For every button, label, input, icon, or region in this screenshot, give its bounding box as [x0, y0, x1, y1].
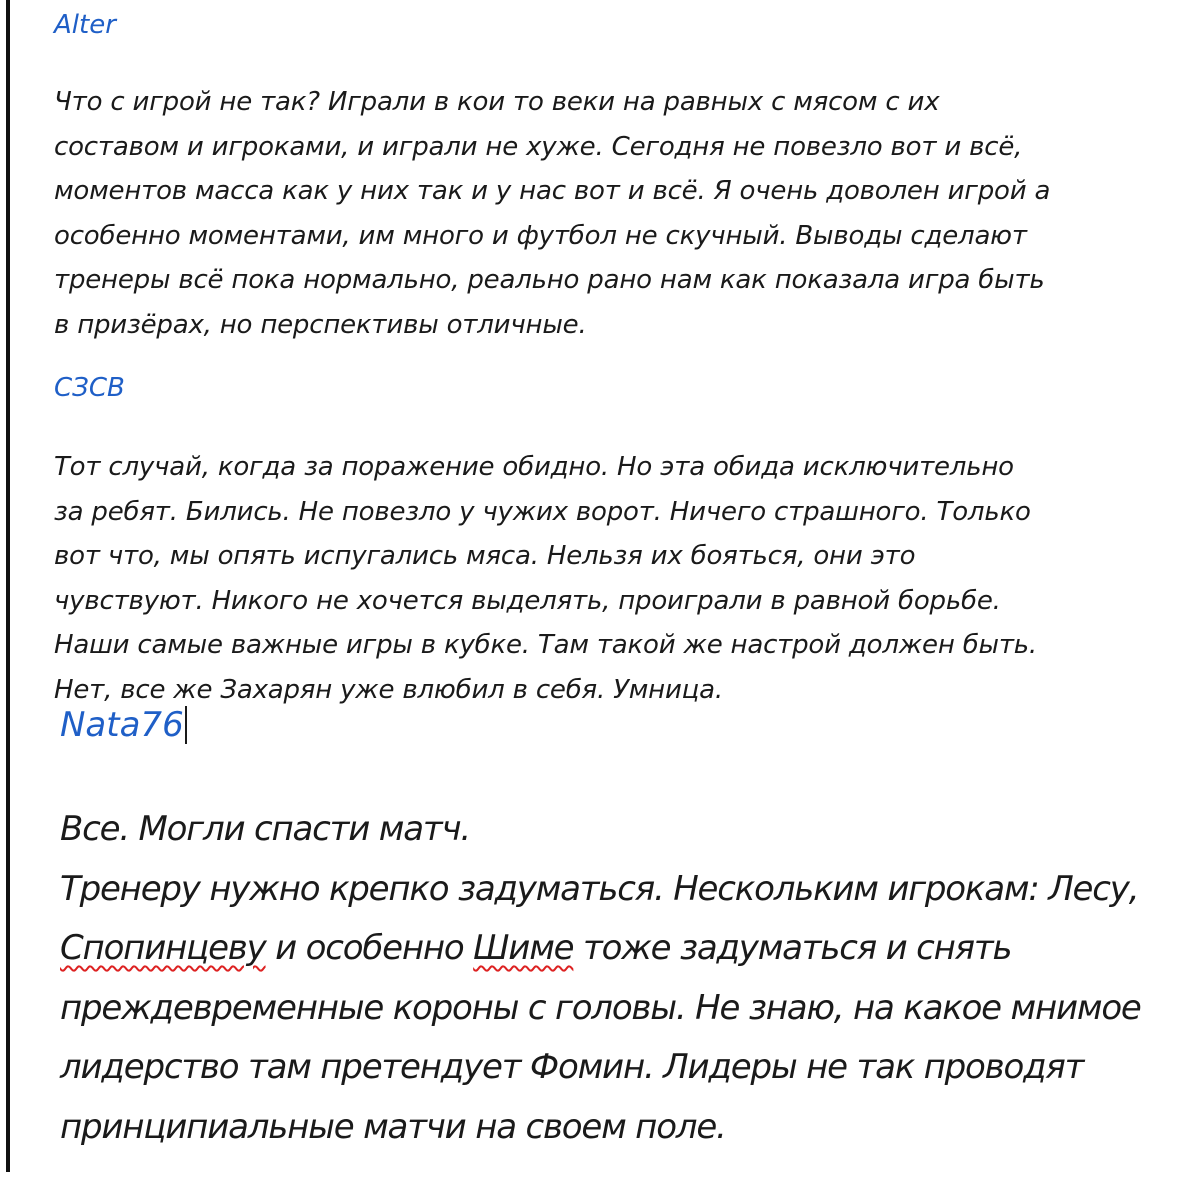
comment-line: Нет, все же Захарян уже влюбил в себя. Умница. [54, 674, 723, 705]
misspelled-word[interactable]: Спопинцеву [60, 928, 266, 968]
comment-line: моментов масса как у них так и у нас вот и всё. Я очень доволен игрой а [54, 176, 1051, 207]
text-cursor [185, 706, 187, 744]
comment-line: Все. Могли спасти матч. [60, 809, 470, 849]
comment-line: преждевременные короны с головы. Не знаю, на какое мнимое [60, 987, 1141, 1028]
line-segment: тоже задуматься и снять [573, 928, 1012, 968]
author-name[interactable]: Nata76 [60, 705, 184, 745]
comment-line: Что с игрой не так? Играли в кои то веки на равных с мясом с их [54, 87, 940, 117]
comment-line: тренеры всё пока нормально, реально рано нам как показала игра быть [54, 265, 1045, 296]
comment-line [60, 919, 1141, 979]
comment-line: за ребят. Бились. Не повезло у чужих ворот. Ничего страшного. Только [54, 496, 1031, 527]
line-segment: и особенно [265, 928, 474, 968]
comment-line: вот что, мы опять испугались мяса. Нельзя их бояться, они это [54, 541, 916, 572]
misspelled-word[interactable]: Шиме [473, 928, 574, 968]
comment-line: в призёрах, но перспективы отличные. [54, 309, 587, 340]
comment-line: принципиальные матчи на своем поле. [60, 1106, 726, 1147]
comment-text [54, 80, 1050, 348]
comment-text [54, 445, 1037, 713]
comment-line: Тренеру нужно крепко задуматься. Нескольким игрокам: Лесу, [60, 868, 1139, 909]
comment-author[interactable]: СЗСВ [54, 373, 125, 403]
comment-author[interactable] [60, 705, 187, 745]
comment-line: лидерство там претендует Фомин. Лидеры не так проводят [60, 1047, 1084, 1087]
comment-line: Тот случай, когда за поражение обидно. Но эта обида исключительно [54, 452, 1014, 482]
comment-line: чувствуют. Никого не хочется выделять, проиграли в равной борьбе. [54, 585, 1001, 616]
left-border-bar [6, 0, 10, 1172]
comment-author[interactable]: Alter [54, 10, 116, 40]
comment-line: Наши самые важные игры в кубке. Там такой же настрой должен быть. [54, 630, 1037, 661]
comment-line: составом и игроками, и играли не хуже. Сегодня не повезло вот и всё, [54, 131, 1023, 162]
comment-line: особенно моментами, им много и футбол не скучный. Выводы сделают [54, 220, 1027, 251]
comment-text [60, 800, 1141, 1157]
